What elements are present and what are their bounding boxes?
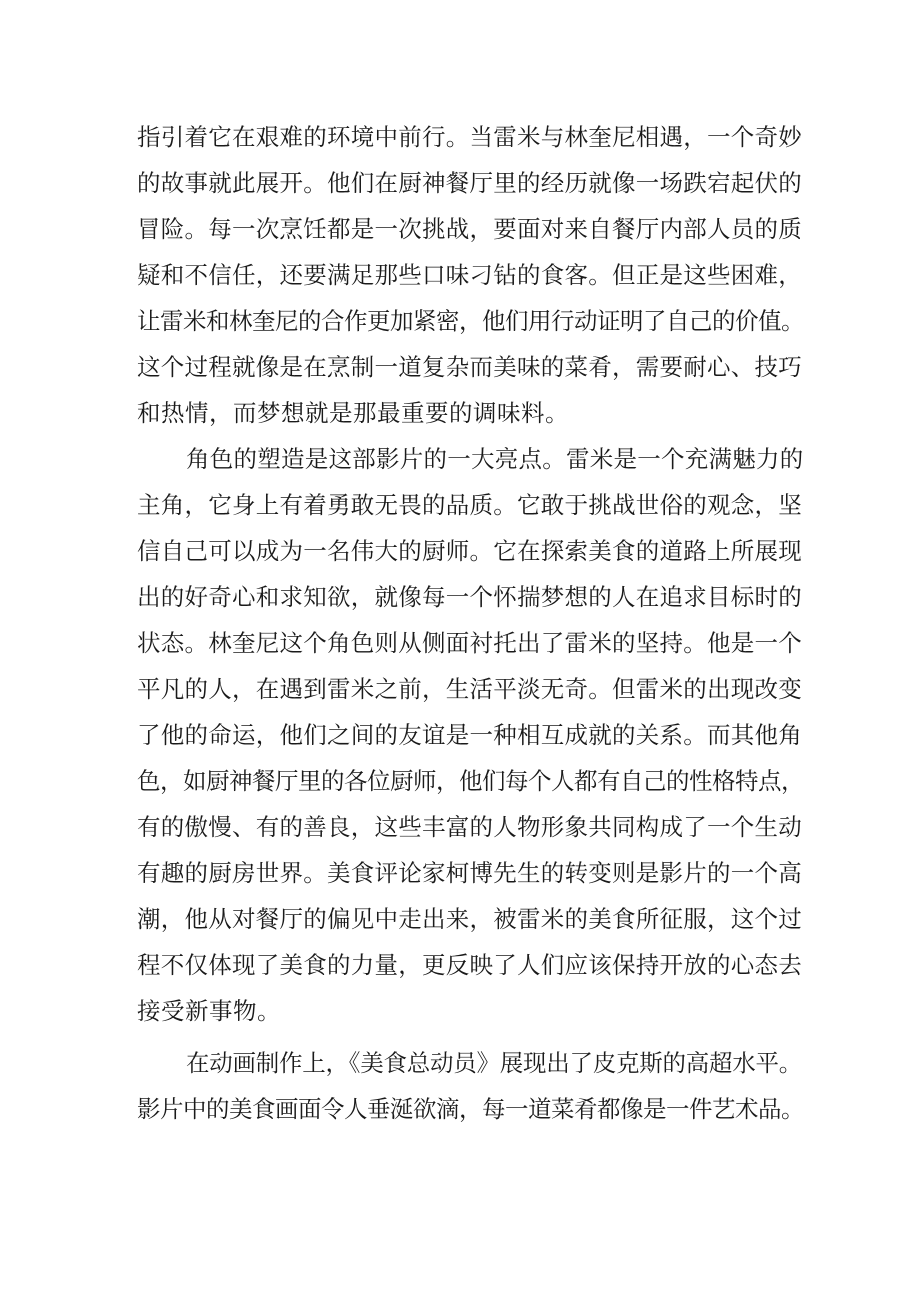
text-line: 和热情，而梦想就是那最重要的调味料。 — [137, 399, 569, 427]
text-line: 接受新事物。 — [137, 997, 281, 1025]
text-line: 主角，它身上有着勇敢无畏的品质。它敢于挑战世俗的观念，坚 — [137, 491, 802, 519]
text-line: 影片中的美食画面令人垂涎欲滴，每一道菜肴都像是一件艺术品。 — [137, 1095, 804, 1123]
text-line: 潮，他从对餐厅的偏见中走出来，被雷米的美食所征服，这个过 — [137, 905, 802, 933]
text-line: 有趣的厨房世界。美食评论家柯博先生的转变则是影片的一个高 — [137, 859, 802, 887]
text-line: 出的好奇心和求知欲，就像每一个怀揣梦想的人在追求目标时的 — [137, 583, 802, 611]
text-line: 让雷米和林奎尼的合作更加紧密，他们用行动证明了自己的价值。 — [137, 307, 804, 335]
text-line: 在动画制作上，《美食总动员》展现出了皮克斯的高超水平。 — [186, 1049, 802, 1077]
text-line: 疑和不信任，还要满足那些口味刁钻的食客。但正是这些困难， — [137, 261, 802, 289]
text-line: 的故事就此展开。他们在厨神餐厅里的经历就像一场跌宕起伏的 — [137, 169, 802, 197]
text-line: 状态。林奎尼这个角色则从侧面衬托出了雷米的坚持。他是一个 — [137, 629, 802, 657]
text-line: 信自己可以成为一名伟大的厨师。它在探索美食的道路上所展现 — [137, 537, 802, 565]
text-line: 冒险。每一次烹饪都是一次挑战，要面对来自餐厅内部人员的质 — [137, 215, 802, 243]
text-line: 平凡的人，在遇到雷米之前，生活平淡无奇。但雷米的出现改变 — [137, 675, 802, 703]
text-line: 有的傲慢、有的善良，这些丰富的人物形象共同构成了一个生动 — [137, 813, 802, 841]
text-line: 了他的命运，他们之间的友谊是一种相互成就的关系。而其他角 — [137, 721, 802, 749]
text-line: 程不仅体现了美食的力量，更反映了人们应该保持开放的心态去 — [137, 951, 802, 979]
text-line: 色，如厨神餐厅里的各位厨师，他们每个人都有自己的性格特点， — [137, 767, 804, 795]
text-line: 这个过程就像是在烹制一道复杂而美味的菜肴，需要耐心、技巧 — [137, 353, 802, 381]
text-line: 角色的塑造是这部影片的一大亮点。雷米是一个充满魅力的 — [186, 445, 804, 473]
text-line: 指引着它在艰难的环境中前行。当雷米与林奎尼相遇，一个奇妙 — [137, 123, 802, 151]
